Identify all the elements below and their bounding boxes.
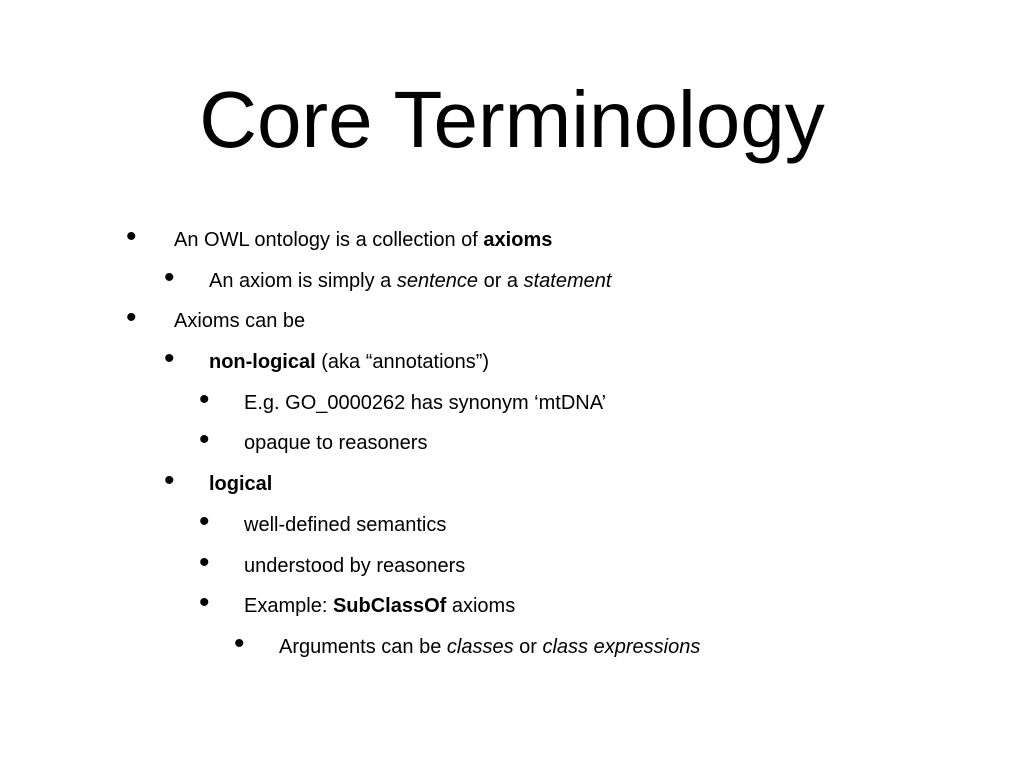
- bullet-icon: •: [126, 220, 137, 253]
- bullet-icon: •: [164, 342, 175, 376]
- bullet-icon: •: [234, 626, 245, 660]
- text-run: Arguments can be: [279, 635, 447, 658]
- bullet-text: [244, 383, 606, 423]
- bullet-text: [279, 627, 700, 667]
- bullet-text: [209, 342, 489, 382]
- bullet-icon: •: [199, 545, 210, 579]
- bullet-text: [244, 423, 427, 463]
- slide-title: Core Terminology: [199, 75, 825, 164]
- text-run: or: [513, 635, 543, 658]
- text-run: or a: [478, 269, 524, 292]
- bullet-item-level-3: [0, 586, 1024, 627]
- text-run: An axiom is simply a: [209, 269, 397, 292]
- italic-term: sentence: [396, 269, 479, 292]
- italic-term: classes: [446, 635, 514, 658]
- bullet-text: [244, 586, 515, 626]
- bullet-item-level-3: [0, 423, 1024, 464]
- bullet-item-level-1: [0, 301, 1024, 342]
- bullet-icon: •: [164, 260, 175, 294]
- text-run: well-defined semantics: [244, 513, 447, 536]
- bullet-item-level-2: [0, 342, 1024, 383]
- bullet-item-level-2: [0, 464, 1024, 505]
- text-run: (aka “annotations”): [315, 351, 490, 374]
- bullet-item-level-4: [0, 627, 1024, 668]
- bold-term: logical: [209, 473, 273, 496]
- text-run: opaque to reasoners: [244, 432, 428, 455]
- bullet-icon: •: [199, 586, 210, 620]
- bullet-text: [174, 220, 552, 260]
- bullet-item-level-3: [0, 546, 1024, 587]
- bullet-text: [244, 546, 465, 586]
- italic-term: statement: [523, 269, 612, 292]
- bullet-list: [0, 220, 1024, 668]
- bullet-text: [209, 464, 272, 504]
- bullet-icon: •: [199, 504, 210, 538]
- bullet-text: [174, 301, 305, 341]
- bullet-text: [244, 505, 446, 545]
- bullet-icon: •: [164, 464, 175, 498]
- italic-term: class expressions: [542, 635, 701, 658]
- bullet-text: [209, 261, 611, 301]
- bullet-item-level-1: [0, 220, 1024, 261]
- text-run: Axioms can be: [174, 310, 306, 333]
- bold-term: SubClassOf: [332, 595, 447, 618]
- bold-term: non-logical: [209, 351, 316, 374]
- text-run: Example:: [244, 595, 333, 618]
- bullet-item-level-3: [0, 383, 1024, 424]
- bullet-icon: •: [199, 382, 210, 416]
- text-run: E.g. GO_0000262 has synonym ‘mtDNA’: [244, 391, 607, 414]
- bold-term: axioms: [483, 229, 553, 251]
- text-run: An OWL ontology is a collection of: [174, 229, 484, 251]
- bullet-item-level-2: [0, 261, 1024, 302]
- text-run: axioms: [446, 595, 516, 618]
- bullet-icon: •: [126, 301, 137, 335]
- text-run: understood by reasoners: [244, 554, 466, 577]
- bullet-icon: •: [199, 423, 210, 457]
- bullet-item-level-3: [0, 505, 1024, 546]
